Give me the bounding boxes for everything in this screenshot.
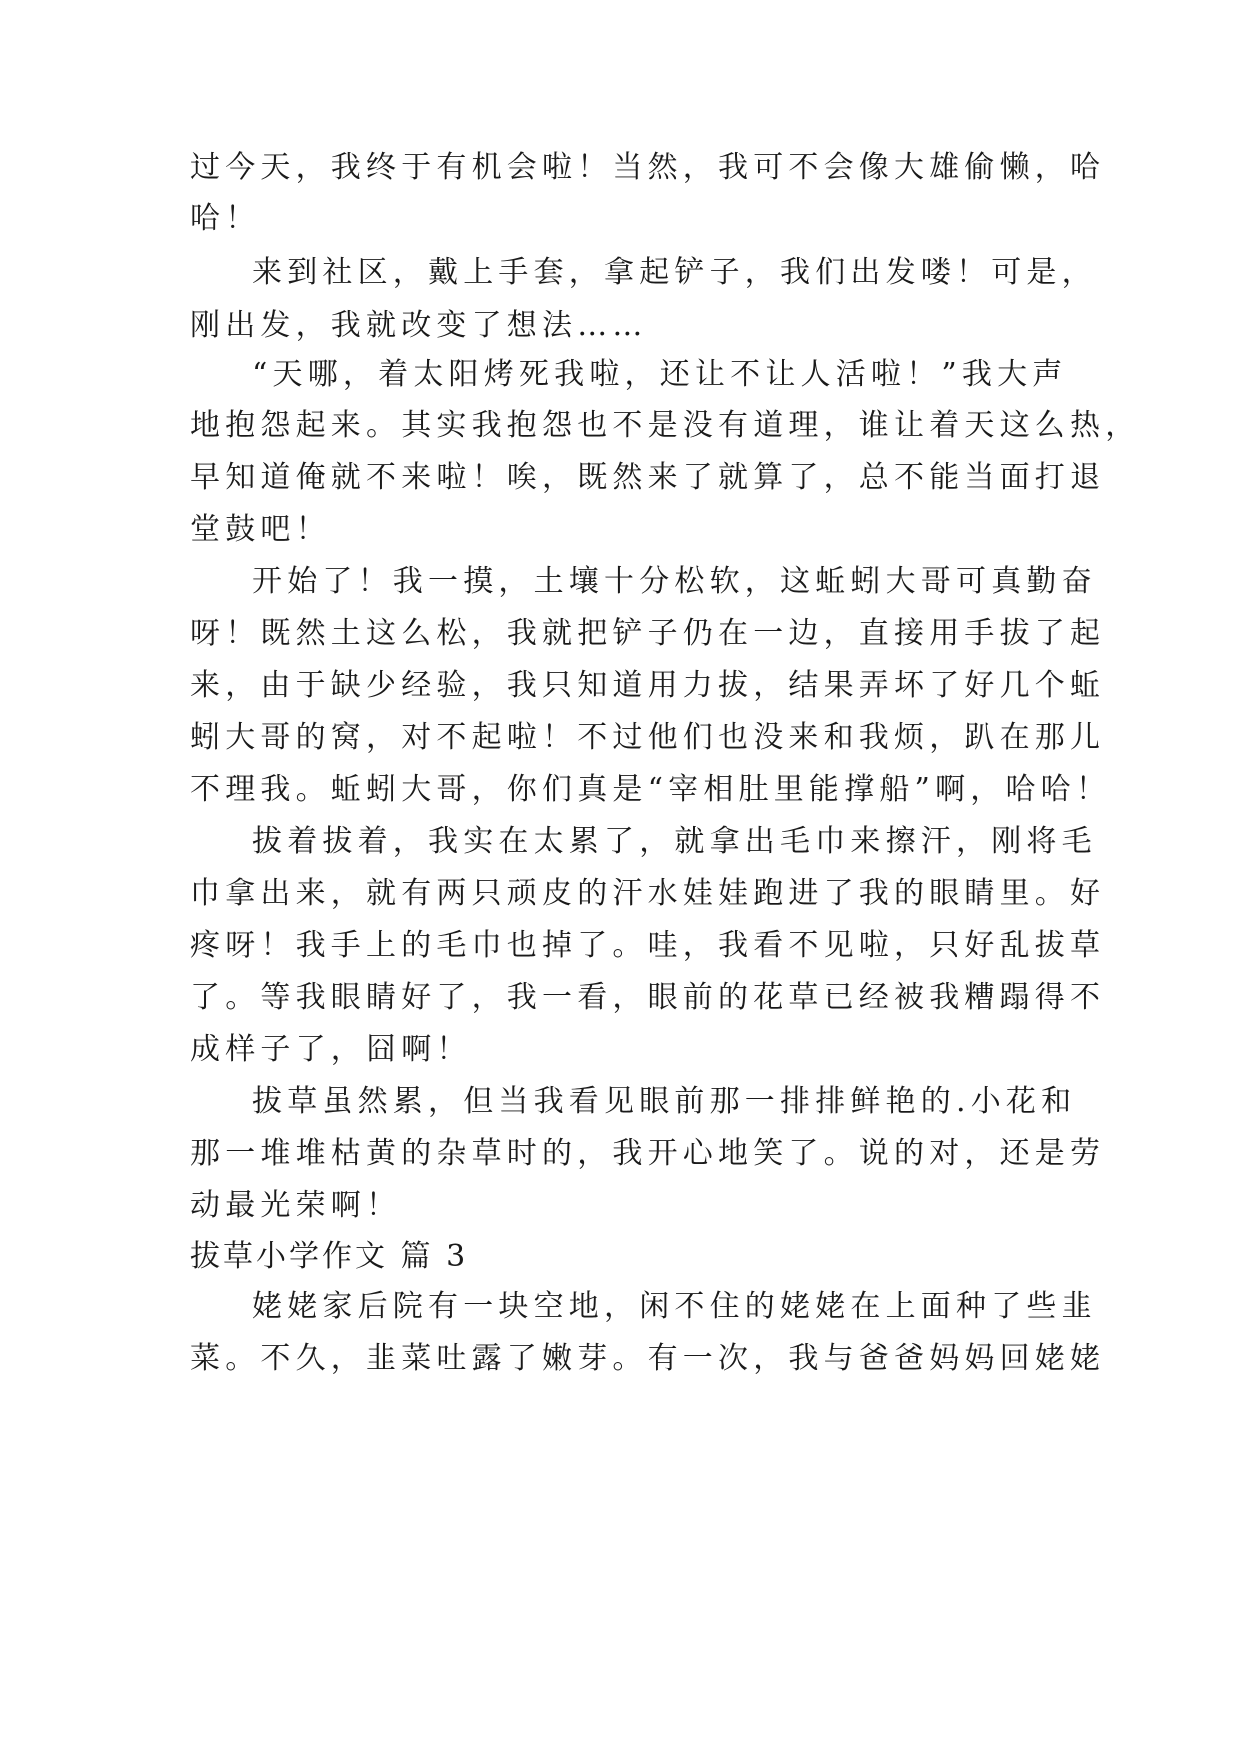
paragraph-first-line: 拔着拔着，我实在太累了，就拿出毛巾来擦汗，刚将毛 [252, 824, 1097, 859]
paragraph-first-line: 姥姥家后院有一块空地，闲不住的姥姥在上面种了些韭 [252, 1289, 1097, 1324]
text-line: 动最光荣啊！ [190, 1188, 402, 1223]
paragraph-first-line: 拔草虽然累，但当我看见眼前那一排排鲜艳的.小花和 [252, 1084, 1077, 1119]
text-line: 过今天，我终于有机会啦！当然，我可不会像大雄偷懒，哈 [190, 150, 1106, 185]
paragraph-first-line: 来到社区，戴上手套，拿起铲子，我们出发喽！可是， [252, 255, 1097, 290]
text-line: 早知道俺就不来啦！唉，既然来了就算了，总不能当面打退 [190, 460, 1106, 495]
text-line: 蚓大哥的窝，对不起啦！不过他们也没来和我烦，趴在那儿 [190, 720, 1106, 755]
text-line: 成样子了，囧啊！ [190, 1032, 472, 1067]
text-line: 疼呀！我手上的毛巾也掉了。哇，我看不见啦，只好乱拔草 [190, 928, 1106, 963]
text-line: 哈！ [190, 201, 261, 236]
text-line: 来，由于缺少经验，我只知道用力拔，结果弄坏了好几个蚯 [190, 668, 1106, 703]
paragraph-first-line: 开始了！我一摸，土壤十分松软，这蚯蚓大哥可真勤奋 [252, 564, 1097, 599]
text-line: 菜。不久，韭菜吐露了嫩芽。有一次，我与爸爸妈妈回姥姥 [190, 1341, 1106, 1376]
text-line: 了。等我眼睛好了，我一看，眼前的花草已经被我糟蹋得不 [190, 980, 1106, 1015]
text-line: 不理我。蚯蚓大哥，你们真是“宰相肚里能撑船”啊，哈哈！ [190, 772, 1112, 807]
text-line: 巾拿出来，就有两只顽皮的汗水娃娃跑进了我的眼睛里。好 [190, 876, 1106, 911]
text-line: 地抱怨起来。其实我抱怨也不是没有道理，谁让着天这么热， [190, 408, 1141, 443]
text-line: 刚出发，我就改变了想法…… [190, 308, 648, 343]
paragraph-first-line: “天哪，着太阳烤死我啦，还让不让人活啦！”我大声 [252, 357, 1068, 392]
text-line: 堂鼓吧！ [190, 512, 331, 547]
section-heading: 拔草小学作文 篇 3 [190, 1239, 469, 1274]
text-line: 呀！既然土这么松，我就把铲子仍在一边，直接用手拔了起 [190, 616, 1106, 651]
text-line: 那一堆堆枯黄的杂草时的，我开心地笑了。说的对，还是劳 [190, 1136, 1106, 1171]
